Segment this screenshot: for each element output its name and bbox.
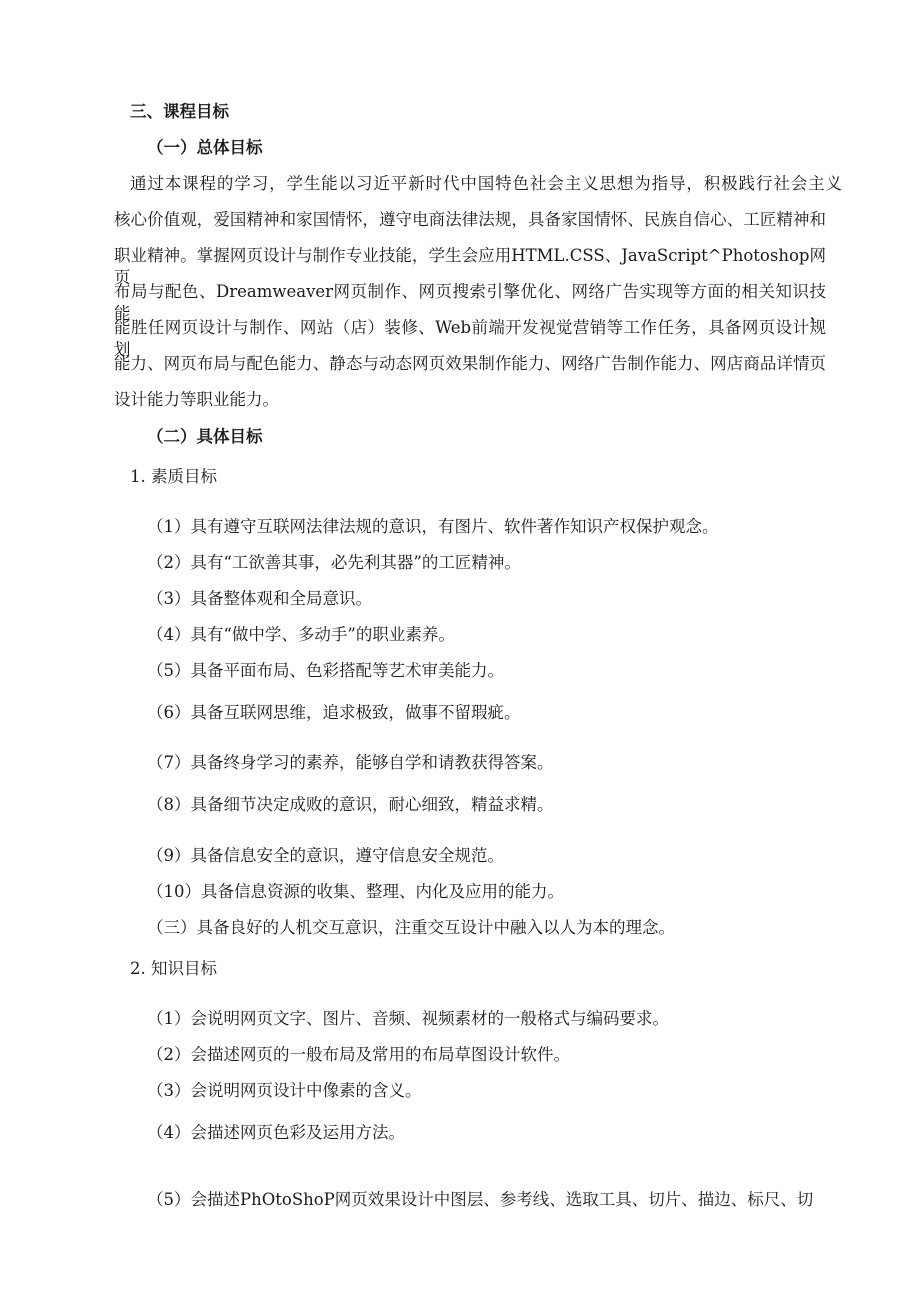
quality-item: （2）具有“工欲善其事，必先利其器”的工匠精神。: [147, 553, 521, 572]
knowledge-item: （2）会描述网页的一般布局及常用的布局草图设计软件。: [147, 1045, 570, 1064]
quality-item: （3）具备整体观和全局意识。: [147, 589, 372, 608]
quality-item: （10）具备信息资源的收集、整理、内化及应用的能力。: [147, 882, 564, 901]
quality-item: （1）具有遵守互联网法律法规的意识，有图片、软件著作知识产权保护观念。: [147, 517, 719, 536]
overall-paragraph-line: 设计能力等职业能力。: [114, 390, 279, 409]
quality-item: （8）具备细节决定成败的意识，耐心细致，精益求精。: [147, 795, 554, 814]
quality-item: （9）具备信息安全的意识，遵守信息安全规范。: [147, 846, 504, 865]
quality-item: （4）具有“做中学、多动手”的职业素养。: [147, 625, 455, 644]
knowledge-item: （5）会描述PhOtoShoP网页效果设计中图层、参考线、选取工具、切片、描边、标尺、切: [147, 1190, 814, 1209]
overall-paragraph-line: 通过本课程的学习，学生能以习近平新时代中国特色社会主义思想为指导，积极践行社会主义: [130, 174, 842, 193]
quality-item: （6）具备互联网思维，追求极致，做事不留瑕疵。: [147, 703, 521, 722]
knowledge-item: （4）会描述网页色彩及运用方法。: [147, 1123, 405, 1142]
overall-paragraph-line: 职业精神。掌握网页设计与制作专业技能，学生会应用HTML.CSS、JavaScript^Photoshop网页: [114, 246, 826, 287]
specific-goal-heading: （二）具体目标: [147, 427, 263, 446]
quality-item: （5）具备平面布局、色彩搭配等艺术审美能力。: [147, 661, 504, 680]
overall-paragraph-line: 能力、网页布局与配色能力、静态与动态网页效果制作能力、网络广告制作能力、网店商品详情页: [114, 354, 826, 373]
knowledge-item: （3）会说明网页设计中像素的含义。: [147, 1081, 422, 1100]
overall-paragraph-line: 能胜任网页设计与制作、网站（店）装修、Web前端开发视觉营销等工作任务，具备网页设计规划: [114, 318, 826, 359]
knowledge-item: （1）会说明网页文字、图片、音频、视频素材的一般格式与编码要求。: [147, 1009, 669, 1028]
knowledge-goal-heading: 2. 知识目标: [130, 959, 217, 978]
overall-paragraph-line: 核心价值观，爱国精神和家国情怀，遵守电商法律法规，具备家国情怀、民族自信心、工匠精神和: [114, 210, 826, 229]
overall-paragraph-line: 布局与配色、Dreamweaver网页制作、网页搜索引擎优化、网络广告实现等方面的相关知识技能，: [114, 282, 826, 323]
overall-goal-heading: （一）总体目标: [147, 138, 263, 157]
section-heading: 三、课程目标: [130, 102, 229, 121]
quality-goal-heading: 1. 素质目标: [130, 467, 217, 486]
quality-item: （三）具备良好的人机交互意识，注重交互设计中融入以人为本的理念。: [147, 918, 675, 937]
quality-item: （7）具备终身学习的素养，能够自学和请教获得答案。: [147, 753, 554, 772]
